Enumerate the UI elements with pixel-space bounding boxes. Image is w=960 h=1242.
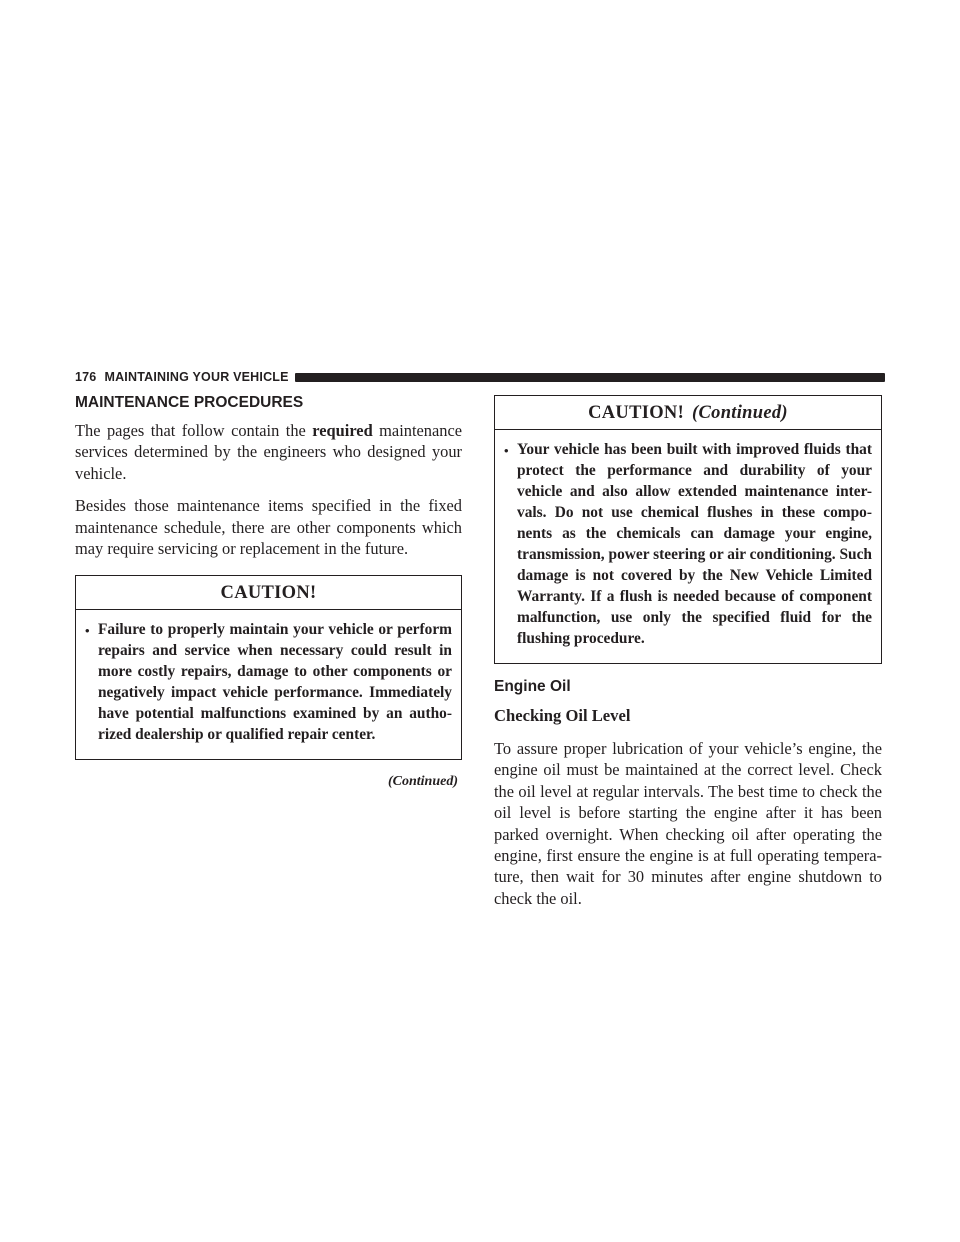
caution-title xyxy=(76,576,461,610)
oil-paragraph: To assure proper lubrication of your vehicle’s engine, the engine oil must be maintained at the correct level. Check the oil level at regular intervals. The best time to check the oil level is before starting the engine after it has been parked overnight. When checking oil after operating the engine, first ensure the engine is at full operating tempera-ture, then wait for 30 minutes after engine shutdown to check the oil. xyxy=(494,739,882,908)
section-title: MAINTAINING YOUR VEHICLE xyxy=(104,370,289,384)
bullet-icon: • xyxy=(504,443,509,458)
right-column xyxy=(494,393,882,920)
section-heading: MAINTENANCE PROCEDURES xyxy=(75,394,304,411)
besides-paragraph: Besides those maintenance items specified in the fixed maintenance schedule, there are other components which may require servicing or replacement in the future. xyxy=(75,496,462,559)
bullet-icon: • xyxy=(85,623,90,639)
caution-item xyxy=(85,619,452,745)
caution-box-continued xyxy=(494,395,882,664)
engine-oil-heading: Engine Oil xyxy=(494,678,571,695)
caution-title-text: CAUTION! xyxy=(220,583,317,604)
caution-title xyxy=(495,396,881,430)
intro-emphasis: required xyxy=(312,421,373,440)
caution-item xyxy=(504,439,872,649)
intro-text-start: The pages that follow contain the xyxy=(75,421,313,440)
continued-note: (Continued) xyxy=(387,774,458,790)
caution-item-text: Your vehicle has been built with improved fluids that protect the performance and durability of your vehicle and also allow extended maintenance inter-vals. Do not use chemical flushes in these compo-nents as the chemicals can damage your engine, transmission, power steering or air conditioning. Such damage is not covered by the New Vehicle Limited Warranty. If a flush is needed because of component malfunction, use only the specified fluid for the flushing procedure. xyxy=(517,441,872,647)
caution-item-text: Failure to properly maintain your vehicle or perform repairs and service when necessary could result in more costly repairs, damage to other components or negatively impact vehicle performance. Immediately have potential malfunctions examined by an autho-rized dealership or qualified repair center. xyxy=(98,621,452,744)
header-rule xyxy=(295,373,885,382)
intro-paragraph xyxy=(75,420,462,484)
left-column xyxy=(75,393,462,790)
page-header xyxy=(75,369,885,385)
caution-box xyxy=(75,575,462,760)
caution-title-text: CAUTION! xyxy=(588,403,685,423)
page-number: 176 xyxy=(75,370,97,384)
caution-body xyxy=(76,610,461,759)
caution-body xyxy=(495,430,881,663)
intro-text-end: maintenance services determined by the engineers who designed your vehicle. xyxy=(75,421,462,483)
caution-title-continued: (Continued) xyxy=(692,403,788,423)
checking-oil-heading: Checking Oil Level xyxy=(494,706,631,725)
